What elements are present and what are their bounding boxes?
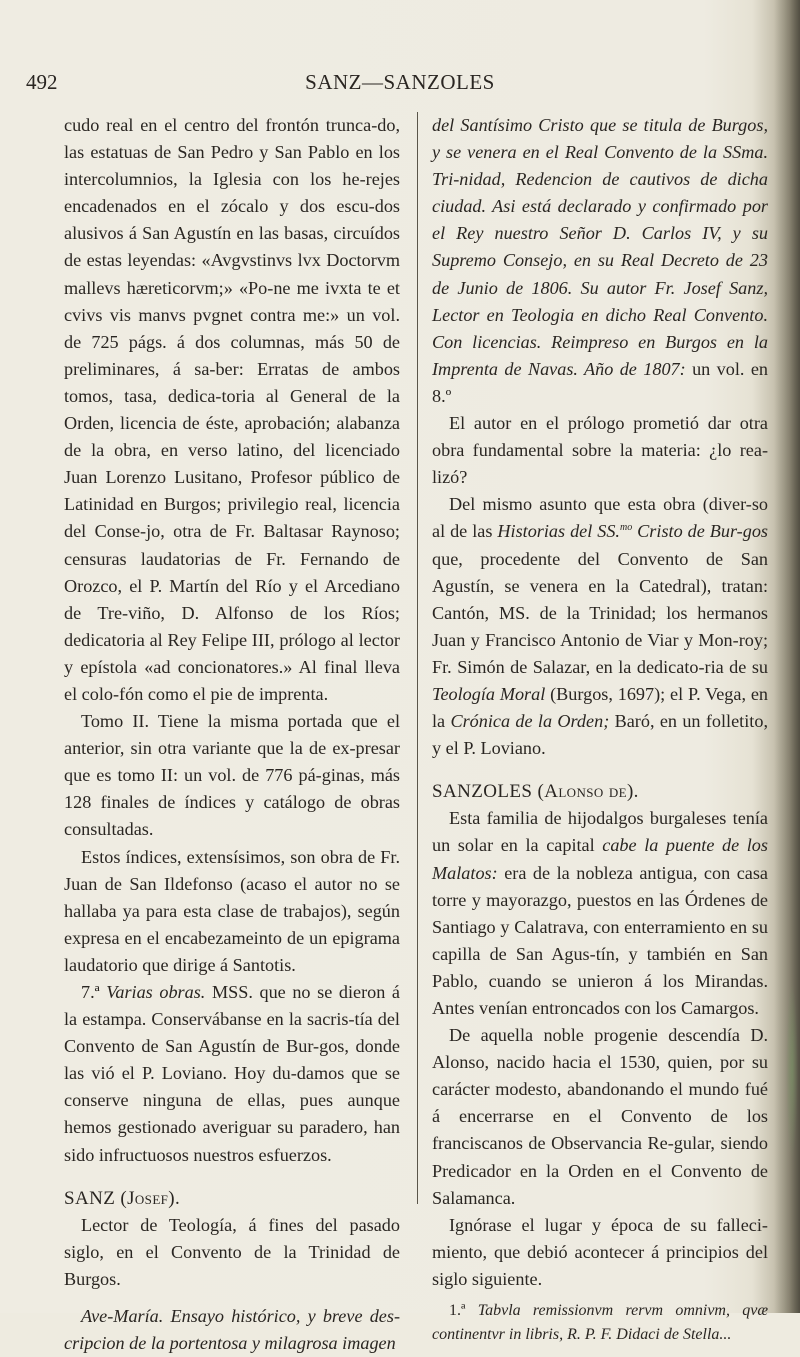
column-rule xyxy=(417,112,418,1204)
paragraph-text: que, procedente del Convento de San Agustín, se venera en la Catedral), tratan: Cantón, MS. de la Trinidad; los hermanos Juan y Francisco Antonio de Viar y Mon-roy; Fr. Simón de Salazar, en la dedicato-ria de su xyxy=(432,548,768,677)
page-number: 492 xyxy=(26,70,58,94)
work-title: Ave-María. Ensayo histórico, y breve des-cripcion de la portentosa y milagrosa imagen xyxy=(64,1306,400,1354)
paragraph xyxy=(432,805,768,1022)
item-number: 7.ª xyxy=(81,982,100,1002)
work-title: Crónica de la Orden; xyxy=(450,711,610,732)
paragraph: cudo real en el centro del frontón trunca-do, las estatuas de San Pedro y San Pablo en los intercolumnios, la Iglesia con los he-rejes encadenados en el zócalo y dos escu-dos alusivos á San Agustín en las basas, circuídos de estas leyendas: «Avgvstinvs lvx Doctorvm mallevs hæreticorvm;» «Po-ne me ivxta te et cvivs vis manvs pvgnet contra me:» un vol. de 725 págs. á dos columnas, más 50 de preliminares, á sa-ber: Erratas de ambos tomos, tasa, dedica-toria al General de la Orden, licencia de éste, aprobación; alabanza de la obra, en verso latino, del licenciado Juan Lorenzo Lusitano, Profesor público de Latinidad en Burgos; privilegio real, licencia del Conse-jo, otra de Fr. Baltasar Raynoso; censuras laudatorias de Fr. Fernando de Orozco, el P. Martín del Río y el Arcediano de Tre-viño, D. Alfonso de los Ríos; dedicatoria al Rey Felipe III, prólogo al lector y epístola «ad concionatores.» Al final lleva el colo-fón como el pie de imprenta. xyxy=(64,115,400,704)
paragraph xyxy=(432,491,768,762)
page-stain xyxy=(786,980,798,1160)
paragraph: El autor en el prólogo prometió dar otra obra fundamental sobre la materia: ¿lo rea-lizó? xyxy=(432,413,768,488)
paragraph xyxy=(432,1299,768,1347)
paragraph xyxy=(64,979,400,1169)
page-header xyxy=(0,70,800,100)
paragraph xyxy=(432,112,768,410)
paragraph: De aquella noble progenie descendía D. Alonso, nacido hacia el 1530, quien, por su carácter modesto, abandonando el mundo fué á encerrarse en el Convento de los franciscanos de Observancia Re-gular, siendo Predicador en la Orden en el Convento de Salamanca. xyxy=(432,1025,768,1208)
place-name: cabe la puente de los Malatos: xyxy=(432,835,768,883)
paragraph-text: Baró, en un folletito, y el P. Loviano. xyxy=(432,711,768,759)
entry-surname: SANZOLES xyxy=(432,781,533,803)
work-title: Cristo de Bur-gos xyxy=(632,521,768,542)
paragraph-text: (Burgos, 1697); el P. Vega, en la xyxy=(432,683,769,732)
entry-heading xyxy=(432,778,768,805)
paragraph: Ignórase el lugar y época de su falleci-miento, que debió acontecer á principios del siglo siguiente. xyxy=(432,1214,768,1289)
entry-heading xyxy=(64,1185,400,1212)
paragraph-text: un vol. en 8.º xyxy=(432,358,768,406)
paragraph-text: MSS. que no se dieron á la estampa. Conservábanse en la sacris-tía del Convento de San Agustín de Bur-gos, donde las vió el P. Loviano. Hoy du-damos que se conserve ninguna de ellas, pues aunque hemos gestionado averiguar su paradero, han sido infructuosos nuestros esfuerzos. xyxy=(64,982,400,1165)
paragraph-text: era de la nobleza antigua, con casa torre y mayorazgo, puestos en las Órdenes de Santiago y Calatrava, con enterramiento en su capilla de San Agus-tín, y también en San Pablo, cuando se unieron á los Mirandas. Antes venían entroncados con los Camargos. xyxy=(432,862,768,1018)
work-title: Varias obras. xyxy=(106,982,206,1002)
work-title: Tabvla remissionvm rervm omnivm, qvæ continentvr in libris, R. P. F. Didaci de Stella... xyxy=(432,1302,769,1344)
superscript: mo xyxy=(619,522,633,534)
paragraph-text: Esta familia de hijodalgos burgaleses tenía un solar en la capital xyxy=(432,808,768,856)
left-column xyxy=(64,112,400,1357)
entry-given-name: (Alonso de). xyxy=(537,781,639,803)
paragraph-text: Del mismo asunto que esta obra (diver-so al de las xyxy=(432,494,768,542)
paragraph: Lector de Teología, á fines del pasado siglo, en el Convento de la Trinidad de Burgos. xyxy=(64,1214,400,1289)
item-number: 1.ª xyxy=(449,1302,466,1320)
entry-surname: SANZ xyxy=(64,1187,116,1209)
running-title: SANZ—SANZOLES xyxy=(305,70,495,94)
right-column xyxy=(432,112,768,1347)
paragraph: Tomo II. Tiene la misma portada que el anterior, sin otra variante que la de ex-presar que es tomo II: un vol. de 776 pá-ginas, más 128 finales de índices y catálogo de obras consultadas. xyxy=(64,711,400,840)
paragraph: Estos índices, extensísimos, son obra de Fr. Juan de San Ildefonso (acaso el autor no se hallaba ya para esta clase de trabajos), según expresa en el encabezameinto de un epigrama laudatorio que dirige á Santotis. xyxy=(64,846,400,975)
work-title: Historias del SS. xyxy=(497,521,620,542)
entry-given-name: (Josef). xyxy=(120,1187,181,1209)
work-title: Teología Moral xyxy=(432,683,546,704)
work-title: del Santísimo Cristo que se titula de Burgos, y se venera en el Real Convento de la SSma. Tri-nidad, Redencion de cautivos de dicha ciudad. Asi está declarado y confirmado por el Rey nuestro Señor D. Carlos IV, y su Supremo Consejo, en su Real Decreto de 23 de Junio de 1806. Su autor Fr. Josef Sanz, Lector en Teologia en dicho Real Convento. Con licencias. Reimpreso en Burgos en la Imprenta de Navas. Año de 1807: xyxy=(432,115,768,379)
